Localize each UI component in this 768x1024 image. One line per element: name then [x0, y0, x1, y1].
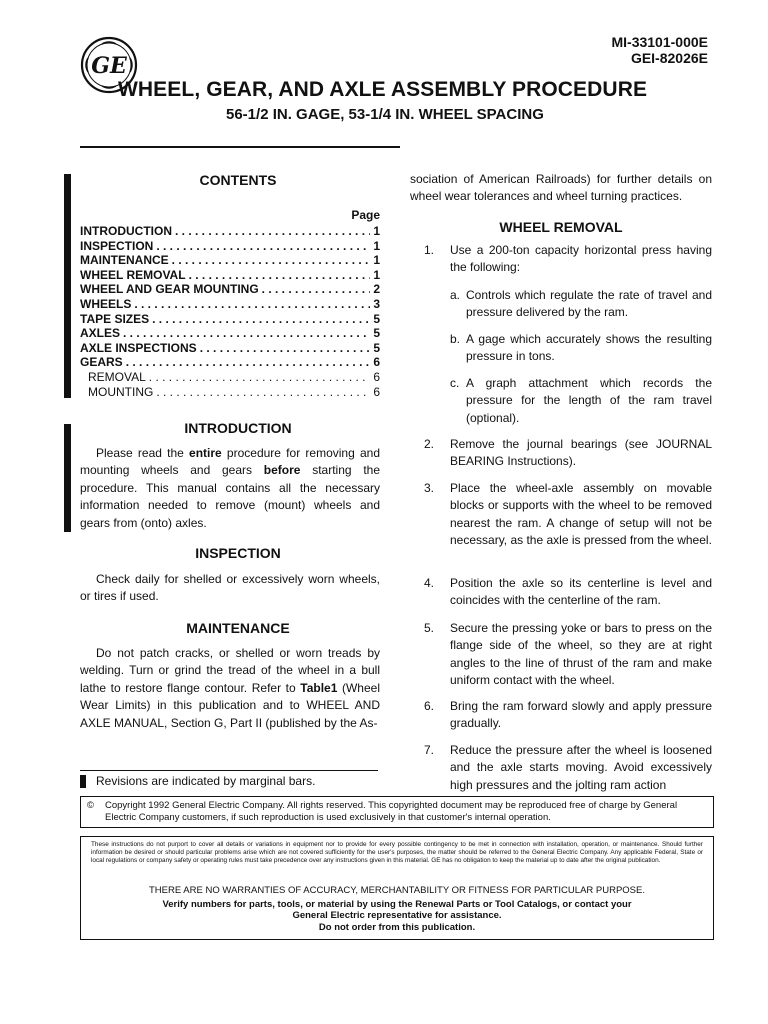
toc-dot-leader: [259, 282, 371, 297]
toc-entry: [80, 326, 380, 341]
revision-note: Revisions are indicated by marginal bars.: [80, 774, 315, 788]
toc-entry-title: MOUNTING: [88, 384, 154, 399]
toc-entry-title: AXLES: [80, 326, 121, 341]
toc-dot-leader: [172, 224, 370, 239]
doc-id-gei: GEI-82026E: [630, 50, 708, 66]
step-2: 2. Remove the journal bearings (see JOURNAL BEARING Instructions).: [424, 437, 712, 469]
toc-entry-page: 1: [373, 224, 380, 238]
toc-entry: [80, 268, 380, 283]
toc-entry-page: 6: [373, 384, 380, 399]
disclaimer-fine-print: These instructions do not purport to cover all details or variations in equipment nor to provide for every possible contingency to be met in connection with installation, operation, or maintenance. Should further information be desired or should particular problems arise which are not covered sufficiently for the user's purposes, the matter should be referred to the General Electric Company. Any applicable Federal, State or local regulations or company safety or operating rules must take precedence over any instructions given in this material. GE has no obligation to keep the material up to date after the original publication.: [91, 841, 703, 864]
copyright-text: Copyright 1992 General Electric Company. All rights reserved. This copyrighted document may be reproduced free of charge by General Electric Company customers, if such reproduction is used exclusively in that customer's internal operation.: [105, 800, 678, 823]
document-subtitle: 56-1/2 IN. GAGE, 53-1/4 IN. WHEEL SPACING: [226, 106, 544, 123]
contents-page-label: Page: [351, 208, 380, 222]
step-6: 6. Bring the ram forward slowly and apply pressure gradually.: [424, 699, 712, 731]
inspection-paragraph: Check daily for shelled or excessively worn wheels, or tires if used.: [80, 572, 380, 604]
introduction-heading: INTRODUCTION: [184, 420, 292, 436]
wheel-removal-heading: WHEEL REMOVAL: [499, 219, 623, 235]
inspection-heading: INSPECTION: [195, 545, 281, 561]
toc-entry-page: 6: [373, 355, 380, 370]
toc-entry-page: 1: [373, 238, 380, 253]
toc-dot-leader: [153, 385, 370, 400]
step-5: 5. Secure the pressing yoke or bars to press on the flange side of the wheel, so they are at right angles to the line of thrust of the ram and make uniform contact with the wheel.: [424, 621, 712, 688]
revision-bar-introduction: [64, 424, 71, 532]
toc-entry: [80, 239, 380, 254]
step-1: 1. Use a 200-ton capacity horizontal press having the following:: [424, 243, 712, 275]
table-of-contents: [80, 224, 380, 399]
toc-entry: [80, 224, 380, 239]
toc-entry-page: 6: [373, 369, 380, 384]
marginal-bar-icon: [80, 775, 86, 788]
toc-entry: [80, 370, 380, 385]
toc-entry: [80, 312, 380, 327]
toc-entry-page: 5: [373, 326, 380, 341]
document-ids: [611, 34, 708, 66]
toc-entry-title: WHEEL REMOVAL: [80, 267, 186, 282]
doc-id-mi: MI-33101-000E: [611, 34, 708, 50]
toc-dot-leader: [186, 268, 371, 283]
toc-dot-leader: [146, 370, 371, 385]
maintenance-continuation: sociation of American Railroads) for further details on wheel wear tolerances and wheel turning practices.: [410, 172, 712, 204]
toc-entry-title: TAPE SIZES: [80, 311, 150, 326]
step-3: 3. Place the wheel-axle assembly on movable blocks or supports with the wheel to be removed nearest the ram. A change of setup will not be necessary, as the axle is pressed from the wheel.: [424, 481, 712, 548]
copyright-symbol: ©: [87, 800, 94, 811]
maintenance-heading: MAINTENANCE: [186, 620, 290, 636]
step-4: 4. Position the axle so its centerline is level and coincides with the centerline of the ram.: [424, 576, 712, 608]
verify-statement: Verify numbers for parts, tools, or material by using the Renewal Parts or Tool Catalogs, or contact your General Electric representative for assistance. Do not order from this publication.: [162, 899, 632, 933]
copyright-box: [80, 796, 714, 828]
toc-entry: [80, 253, 380, 268]
step-1b: b. A gage which accurately shows the resulting pressure in tons.: [450, 332, 712, 364]
contents-heading: CONTENTS: [199, 172, 277, 188]
svg-text:GE: GE: [91, 53, 127, 79]
toc-entry-page: 3: [373, 296, 380, 311]
toc-entry: [80, 385, 380, 400]
toc-entry-title: AXLE INSPECTIONS: [80, 340, 197, 355]
toc-entry-page: 1: [373, 267, 380, 282]
toc-dot-leader: [123, 355, 371, 370]
toc-entry-page: 5: [373, 311, 380, 326]
step-1a: a. Controls which regulate the rate of travel and pressure delivered by the ram.: [450, 288, 712, 320]
maintenance-paragraph: Do not patch cracks, or shelled or worn treads by welding. Turn or grind the tread of the wheel in a bull lathe to restore flange contour. Refer to Table1 (Wheel Wear Limits) in this publication and to WHEEL AND AXLE MANUAL, Section G, Part II (published by the As-: [80, 646, 380, 730]
toc-entry-title: WHEEL AND GEAR MOUNTING: [80, 282, 259, 297]
toc-dot-leader: [169, 253, 371, 268]
toc-dot-leader: [131, 297, 370, 312]
document-title: WHEEL, GEAR, AND AXLE ASSEMBLY PROCEDURE: [118, 78, 648, 101]
disclaimer-box: [80, 836, 714, 940]
toc-entry-title: INTRODUCTION: [80, 224, 172, 238]
toc-entry-title: REMOVAL: [88, 369, 146, 384]
revision-note-divider: [80, 770, 378, 771]
toc-entry: [80, 355, 380, 370]
revision-bar-contents: [64, 174, 71, 398]
toc-dot-leader: [149, 312, 370, 327]
toc-entry: [80, 297, 380, 312]
toc-entry-page: 5: [373, 340, 380, 355]
introduction-paragraph: Please read the entire procedure for removing and mounting wheels and gears before starting the procedure. This manual contains all the necessary information needed to remove (mount) wheels and gears from (onto) axles.: [80, 446, 381, 530]
toc-entry: [80, 341, 380, 356]
title-divider: [80, 146, 400, 148]
toc-entry-title: MAINTENANCE: [80, 253, 169, 268]
toc-dot-leader: [197, 341, 371, 356]
step-7: 7. Reduce the pressure after the wheel is loosened and the axle starts moving. Avoid excessively high pressures and the jolting ram action: [424, 743, 712, 792]
toc-entry-title: GEARS: [80, 355, 123, 370]
warranty-statement: THERE ARE NO WARRANTIES OF ACCURACY, MERCHANTABILITY OR FITNESS FOR PARTICULAR PURPOSE.: [148, 885, 645, 896]
toc-dot-leader: [153, 239, 370, 254]
toc-dot-leader: [120, 326, 370, 341]
toc-entry-page: 1: [373, 253, 380, 268]
toc-entry-page: 2: [373, 282, 380, 297]
toc-entry-title: INSPECTION: [80, 238, 154, 253]
toc-entry: [80, 282, 380, 297]
toc-entry-title: WHEELS: [80, 296, 132, 311]
step-1c: c. A graph attachment which records the pressure for the length of the ram travel (optional).: [450, 376, 712, 425]
